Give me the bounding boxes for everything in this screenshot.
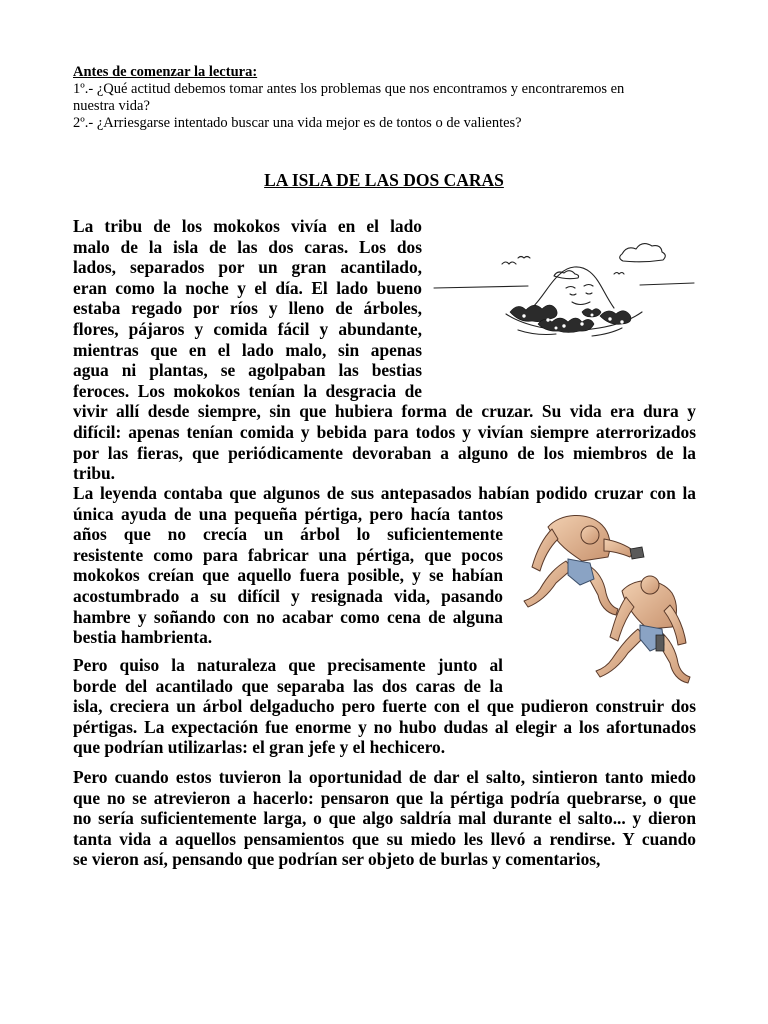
- paragraph-line: La tribu de los mokokos vivía en el lado: [73, 216, 422, 236]
- pre-reading-questions: [73, 64, 713, 132]
- paragraph-line: tribu.: [73, 463, 116, 484]
- question-2: 2º.- ¿Arriesgarse intentado buscar una vida mejor es de tontos o de valientes?: [73, 115, 522, 131]
- paragraph-line: única ayuda de una pequeña pértiga, pero hacía tantos: [73, 503, 503, 524]
- paragraph-line: borde del acantilado que separaba las dos caras de la: [73, 675, 503, 696]
- paragraph-line: flores, pájaros y comida fácil y abundante,: [73, 318, 422, 339]
- paragraph-line: estaba regado por ríos y lleno de árboles,: [73, 298, 422, 319]
- paragraph-line: por las fieras, que periódicamente devoraban a alguno de los miembros de la: [73, 442, 696, 463]
- paragraph-line: Pero cuando estos tuvieron la oportunidad de dar el salto, sintieron tanto miedo: [73, 767, 696, 787]
- paragraph-line: difícil: apenas tenían comida y bebida para todos y vivían siempre aterrorizados: [73, 421, 696, 442]
- island-illustration: [432, 236, 697, 348]
- paragraph-line: isla, creciera un árbol delgaducho pero fuerte con el que pudieron construir dos: [73, 696, 696, 717]
- paragraph-line: años que no crecía un árbol lo suficientemente: [73, 524, 503, 545]
- paragraph-line: vivir allí desde siempre, sin que hubiera forma de cruzar. Su vida era dura y: [73, 401, 696, 422]
- story-paragraph-4: [73, 767, 696, 870]
- paragraph-line: eran como la noche y el día. El lado bueno: [73, 277, 422, 298]
- paragraph-line: feroces. Los mokokos tenían la desgracia de: [73, 380, 422, 401]
- paragraph-line: que podrían utilizarlas: el gran jefe y el hechicero.: [73, 737, 446, 758]
- questions-heading: Antes de comenzar la lectura:: [73, 64, 258, 80]
- paragraph-line: hambre y soñando con no acabar como cena de alguna: [73, 606, 503, 627]
- paragraph-line: resistente como para fabricar una pértiga, que pocos: [73, 544, 503, 565]
- story-title: LA ISLA DE LAS DOS CARAS: [264, 170, 504, 190]
- paragraph-line: no sería suficientemente larga, o que algo saldría mal durante el salto... y dieron: [73, 808, 696, 829]
- paragraph-line: se vieron así, pensando que podrían ser objeto de burlas y comentarios,: [73, 849, 601, 870]
- question-1-line-2: nuestra vida?: [73, 98, 150, 114]
- tribesmen-illustration: [518, 505, 700, 685]
- paragraph-line: agua ni plantas, se agolpaban las bestias: [73, 360, 422, 381]
- paragraph-line: malo de la isla de las dos caras. Los dos: [73, 236, 422, 257]
- paragraph-line: acostumbrado a su difícil y resignada vida, pasando: [73, 585, 503, 606]
- paragraph-line: que no se atrevieron a hacerlo: pensaron que la pértiga podría quebrarse, o que: [73, 787, 696, 808]
- paragraph-line: tanta vida a aquellos pensamientos que su miedo les llevó a rendirse. Y cuando: [73, 828, 696, 849]
- question-1-line-1: 1º.- ¿Qué actitud debemos tomar antes los problemas que nos encontramos y encontraremos en: [73, 81, 625, 97]
- paragraph-line: pértigas. La expectación fue enorme y no hubo dudas al elegir a los afortunados: [73, 716, 696, 737]
- paragraph-line: lados, separados por un gran acantilado,: [73, 257, 422, 278]
- paragraph-line: La leyenda contaba que algunos de sus antepasados habían podido cruzar con la: [73, 483, 696, 503]
- paragraph-line: Pero quiso la naturaleza que precisamente junto al: [73, 655, 503, 675]
- paragraph-line: bestia hambrienta.: [73, 627, 213, 648]
- paragraph-line: mientras que en el lado malo, sin apenas: [73, 339, 422, 360]
- paragraph-line: mokokos creían que aquello fuera posible, y se habían: [73, 565, 503, 586]
